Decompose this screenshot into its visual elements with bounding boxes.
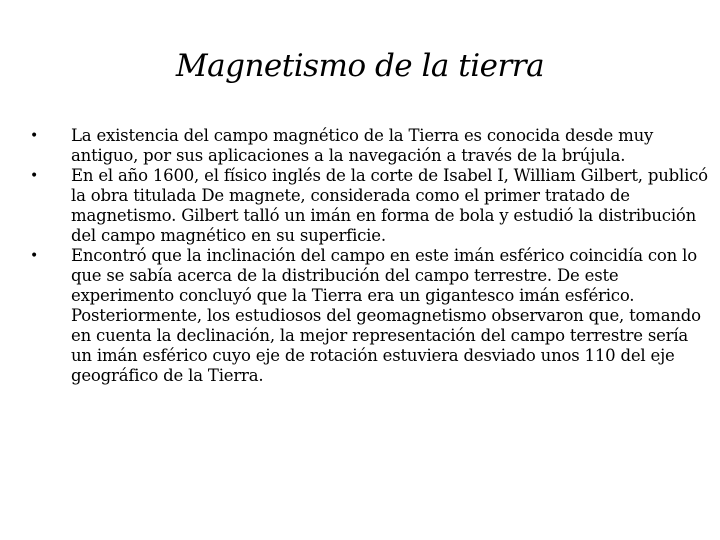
bullet-item bbox=[28, 126, 708, 166]
bullet-text: En el año 1600, el físico inglés de la corte de Isabel I, William Gilbert, publicó la obra titulada De magnete, considerada como el primer tratado de magnetismo. Gilbert talló un imán en forma de bola y estudió la distribución del campo magnético en su superficie. bbox=[71, 166, 708, 245]
bullet-marker: • bbox=[30, 168, 39, 184]
bullet-item bbox=[28, 166, 708, 246]
bullet-text: Encontró que la inclinación del campo en este imán esférico coincidía con lo que se sabía acerca de la distribución del campo terrestre. De este experimento concluyó que la Tierra era un gigantesco imán esférico. Posteriormente, los estudiosos del geomagnetismo observaron que, tomando en cuenta la declinación, la mejor representación del campo terrestre sería un imán esférico cuyo eje de rotación estuviera desviado unos 110 del eje geográfico de la Tierra. bbox=[71, 246, 701, 385]
bullet-text: La existencia del campo magnético de la Tierra es conocida desde muy antiguo, por sus aplicaciones a la navegación a través de la brújula. bbox=[71, 126, 654, 165]
bullet-marker: • bbox=[30, 128, 39, 144]
bullet-item bbox=[28, 246, 708, 386]
slide-title: Magnetismo de la tierra bbox=[175, 48, 545, 84]
bullet-marker: • bbox=[30, 248, 39, 264]
bullet-list bbox=[28, 126, 708, 386]
